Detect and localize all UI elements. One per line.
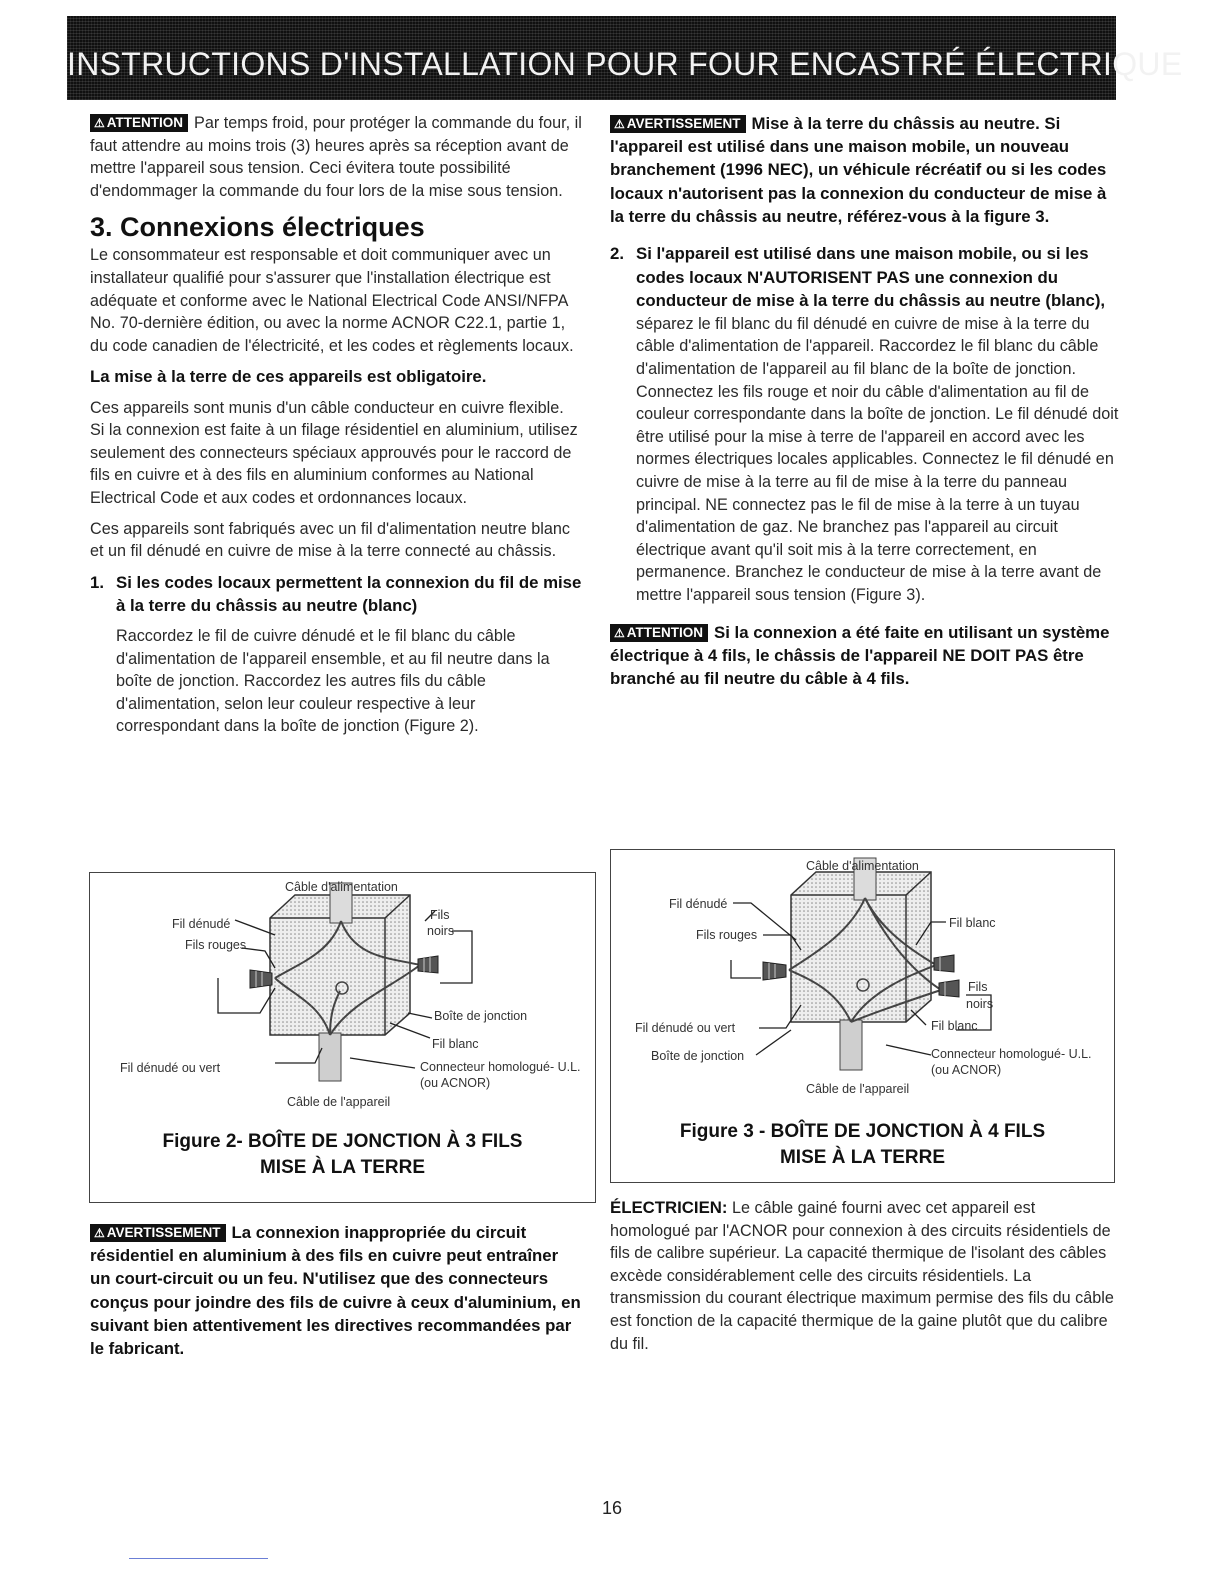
attention-badge: [90, 114, 188, 132]
figure-2-label-acnor: (ou ACNOR): [420, 1076, 491, 1090]
appliance-cable-shape: [840, 1020, 862, 1070]
figure-2-label-cable: Câble d'alimentation: [285, 880, 398, 894]
figure-2-label-green-wire: Fil dénudé ou vert: [120, 1061, 221, 1075]
wire-connector-right-lower-icon: [939, 980, 959, 997]
figure-3-label-wires: Fils: [968, 980, 988, 994]
aluminium-warning-text: La connexion inappropriée du circuit résidentiel en aluminium à des fils en cuivre peut entraîner un court-circuit ou un feu. N'utilisez que des connecteurs conçus pour joindre des fils de cuivre à ceux d'aluminium, en suivant bien attentivement les directives recommandées par le fabricant.: [90, 1223, 581, 1359]
aluminium-paragraph: Ces appareils sont munis d'un câble conducteur en cuivre flexible. Si la connexion est faite à un filage résidentiel en aluminium, utilisez seulement des connecteurs spéciaux approuvés pour le raccord de fils en cuivre et à des fils en aluminium conformes au National Electrical Code et aux codes et ordonnances locaux.: [90, 398, 578, 507]
chassis-warning-text: Mise à la terre du châssis au neutre. Si l'appareil est utilisé dans une maison mobile, un nouveau branchement (1996 NEC), un véhicule récréatif ou si les codes locaux n'autorisent pas la connexion du conducteur de mise à la terre du châssis au neutre, référez-vous à la figure 3.: [610, 114, 1107, 226]
figure-3-label-green-wire: Fil dénudé ou vert: [635, 1021, 736, 1035]
figure-2-caption-line2: MISE À LA TERRE: [259, 1157, 426, 1178]
appliance-cable-shape: [319, 1033, 341, 1081]
figure-2-label-connector: Connecteur homologué- U.L.: [420, 1060, 581, 1074]
list-item-2-number: 2.: [610, 244, 624, 264]
grounding-title: La mise à la terre de ces appareils est obligatoire.: [90, 367, 487, 387]
attention-badge-label: ATTENTION: [106, 115, 184, 130]
figure-2-label-white-wire: Fil blanc: [432, 1037, 479, 1051]
aluminium-warning: [90, 1221, 582, 1360]
figure-3-caption: [611, 1119, 1114, 1171]
figure-2-caption: [90, 1129, 595, 1181]
figure-2-label-wires: Fils: [430, 908, 450, 922]
figure-2-label-bare-wire: Fil dénudé: [172, 917, 231, 931]
electrician-note: [610, 1196, 1115, 1355]
page-title: INSTRUCTIONS D'INSTALLATION POUR FOUR ENCASTRÉ ÉLECTRIQUE: [67, 46, 1183, 82]
figure-3-label-appliance-cable: Câble de l'appareil: [806, 1082, 910, 1096]
figure-2-label-black: noirs: [427, 924, 455, 938]
attention-badge: [610, 624, 708, 642]
electrician-label: ÉLECTRICIEN:: [610, 1198, 728, 1217]
intro-paragraph: Le consommateur est responsable et doit communiquer avec un installateur qualifié pour s'assurer que l'installation électrique est adéquate et conforme avec le National Electrical Code ANSI/NFPA No. 70-dernière édition, ou avec la norme ACNOR C22.1, partie 1, du code canadien de l'électricité, et les codes et règlements locaux.: [90, 246, 574, 355]
figure-3-caption-line2: MISE À LA TERRE: [779, 1147, 946, 1168]
section-heading: 3. Connexions électriques: [90, 212, 425, 243]
list-item-1-text: Raccordez le fil de cuivre dénudé et le fil blanc du câble d'alimentation de l'appareil ensemble, et au fil neutre dans la boîte de jonction. Raccordez les autres fils du câble d'alimentation, selon leur couleur respective à leur correspondant dans la boîte de jonction (Figure 2).: [116, 627, 550, 736]
figure-2-label-red-wires: Fils rouges: [185, 938, 247, 952]
warning-triangle-icon: ⚠: [94, 1226, 105, 1240]
avertissement-badge-label: AVERTISSEMENT: [106, 1225, 221, 1240]
warning-triangle-icon: ⚠: [94, 116, 105, 130]
figure-3-diagram: [611, 850, 1114, 1115]
four-wire-attention: [610, 621, 1120, 691]
figure-3-label-bare-wire: Fil dénudé: [669, 897, 728, 911]
wire-connector-right-icon: [934, 955, 954, 972]
figure-3-label-white-wire-top: Fil blanc: [949, 916, 996, 930]
figure-2-label-junction-box: Boîte de jonction: [434, 1009, 528, 1023]
list-item-1-number: 1.: [90, 572, 104, 592]
figure-3-label-black: noirs: [966, 997, 994, 1011]
avertissement-badge-label: AVERTISSEMENT: [626, 116, 741, 131]
left-column: [90, 112, 582, 738]
right-column: [610, 112, 1120, 690]
wire-connector-left-icon: [250, 970, 272, 988]
attention-notice: [90, 112, 582, 202]
list-item-2-text: séparez le fil blanc du fil dénudé en cuivre de mise à la terre du câble d'alimentation de l'appareil. Raccordez le fil blanc du câble d'alimentation de l'appareil au fil blanc de la boîte de jonction. Connectez les fils rouge et noir du câble d'alimentation au fil de couleur correspondante dans la boîte de jonction. Le fil dénudé doit être utilisé pour la mise à terre de l'appareil en accord avec les normes électriques locales applicables. Connectez le fil dénudé en cuivre de mise à la terre au fil de mise à la terre du panneau principal. NE connectez pas le fil de mise à la terre à un tuyau d'alimentation de gaz. Ne branchez pas l'appareil au circuit électrique avant qu'il soit mis à la terre correctement, en permanence. Branchez le conducteur de mise à la terre avant de mettre l'appareil sous tension (Figure 3).: [636, 314, 1119, 604]
figure-3-label-junction-box: Boîte de jonction: [651, 1049, 745, 1063]
list-item-2: [610, 242, 1120, 607]
chassis-warning: [610, 112, 1120, 228]
figure-3-caption-line1: Figure 3 - BOÎTE DE JONCTION À 4 FILS: [679, 1121, 1046, 1142]
wire-connector-left-icon: [763, 962, 786, 980]
wire-connector-right-icon: [418, 956, 438, 973]
electrician-text: Le câble gainé fourni avec cet appareil est homologué par l'ACNOR pour connexion à des circuits résidentiels de fils de calibre supérieur. La capacité thermique de l'isolant des câbles excède considérablement celle des circuits résidentiels. La transmission du courant électrique maximum permise des fils du câble est fonction de la capacité thermique de la gaine plutôt que du calibre du fil.: [610, 1199, 1114, 1353]
footer-divider: [129, 1558, 268, 1559]
list-item-1: [90, 571, 582, 738]
figure-3-label-red-wires: Fils rouges: [696, 928, 758, 942]
attention-notice-text: Par temps froid, pour protéger la commande du four, il faut attendre au moins trois (3) heures après sa réception avant de mettre l'appareil sous tension. Ceci évitera toute possibilité d'endommager la commande du four lors de la mise sous tension.: [90, 114, 582, 200]
figure-3-label-connector: Connecteur homologué- U.L.: [931, 1047, 1092, 1061]
figure-3-label-acnor: (ou ACNOR): [931, 1063, 1002, 1077]
avertissement-badge: [90, 1224, 226, 1242]
figure-2-label-appliance-cable: Câble de l'appareil: [287, 1095, 391, 1109]
figure-3-label-cable: Câble d'alimentation: [806, 859, 919, 873]
warning-triangle-icon: ⚠: [614, 117, 625, 131]
avertissement-badge: [610, 115, 746, 133]
figure-3-label-white-wire: Fil blanc: [931, 1019, 978, 1033]
list-item-1-title: Si les codes locaux permettent la connexion du fil de mise à la terre du châssis au neutre (blanc): [116, 572, 582, 615]
attention-badge-label: ATTENTION: [626, 624, 704, 640]
page-number: 16: [601, 1498, 623, 1518]
figure-2-caption-line1: Figure 2- BOÎTE DE JONCTION À 3 FILS: [162, 1131, 523, 1152]
page-header-banner: [67, 16, 1183, 100]
four-wire-attention-text: Si la connexion a été faite en utilisant un système électrique à 4 fils, le châssis de l'appareil NE DOIT PAS être branché au fil neutre du câble à 4 fils.: [610, 622, 1110, 688]
warning-triangle-icon: ⚠: [614, 625, 625, 640]
list-item-2-title: Si l'appareil est utilisé dans une maison mobile, ou si les codes locaux N'AUTORISENT PAS une connexion du conducteur de mise à la terre du châssis au neutre (blanc),: [636, 244, 1106, 311]
figure-2-diagram: [90, 873, 595, 1123]
figure-3: [610, 849, 1115, 1183]
figure-2: [89, 872, 596, 1203]
wires-paragraph: Ces appareils sont fabriqués avec un fil d'alimentation neutre blanc et un fil dénudé en cuivre de mise à la terre connecté au châssis.: [90, 519, 571, 561]
